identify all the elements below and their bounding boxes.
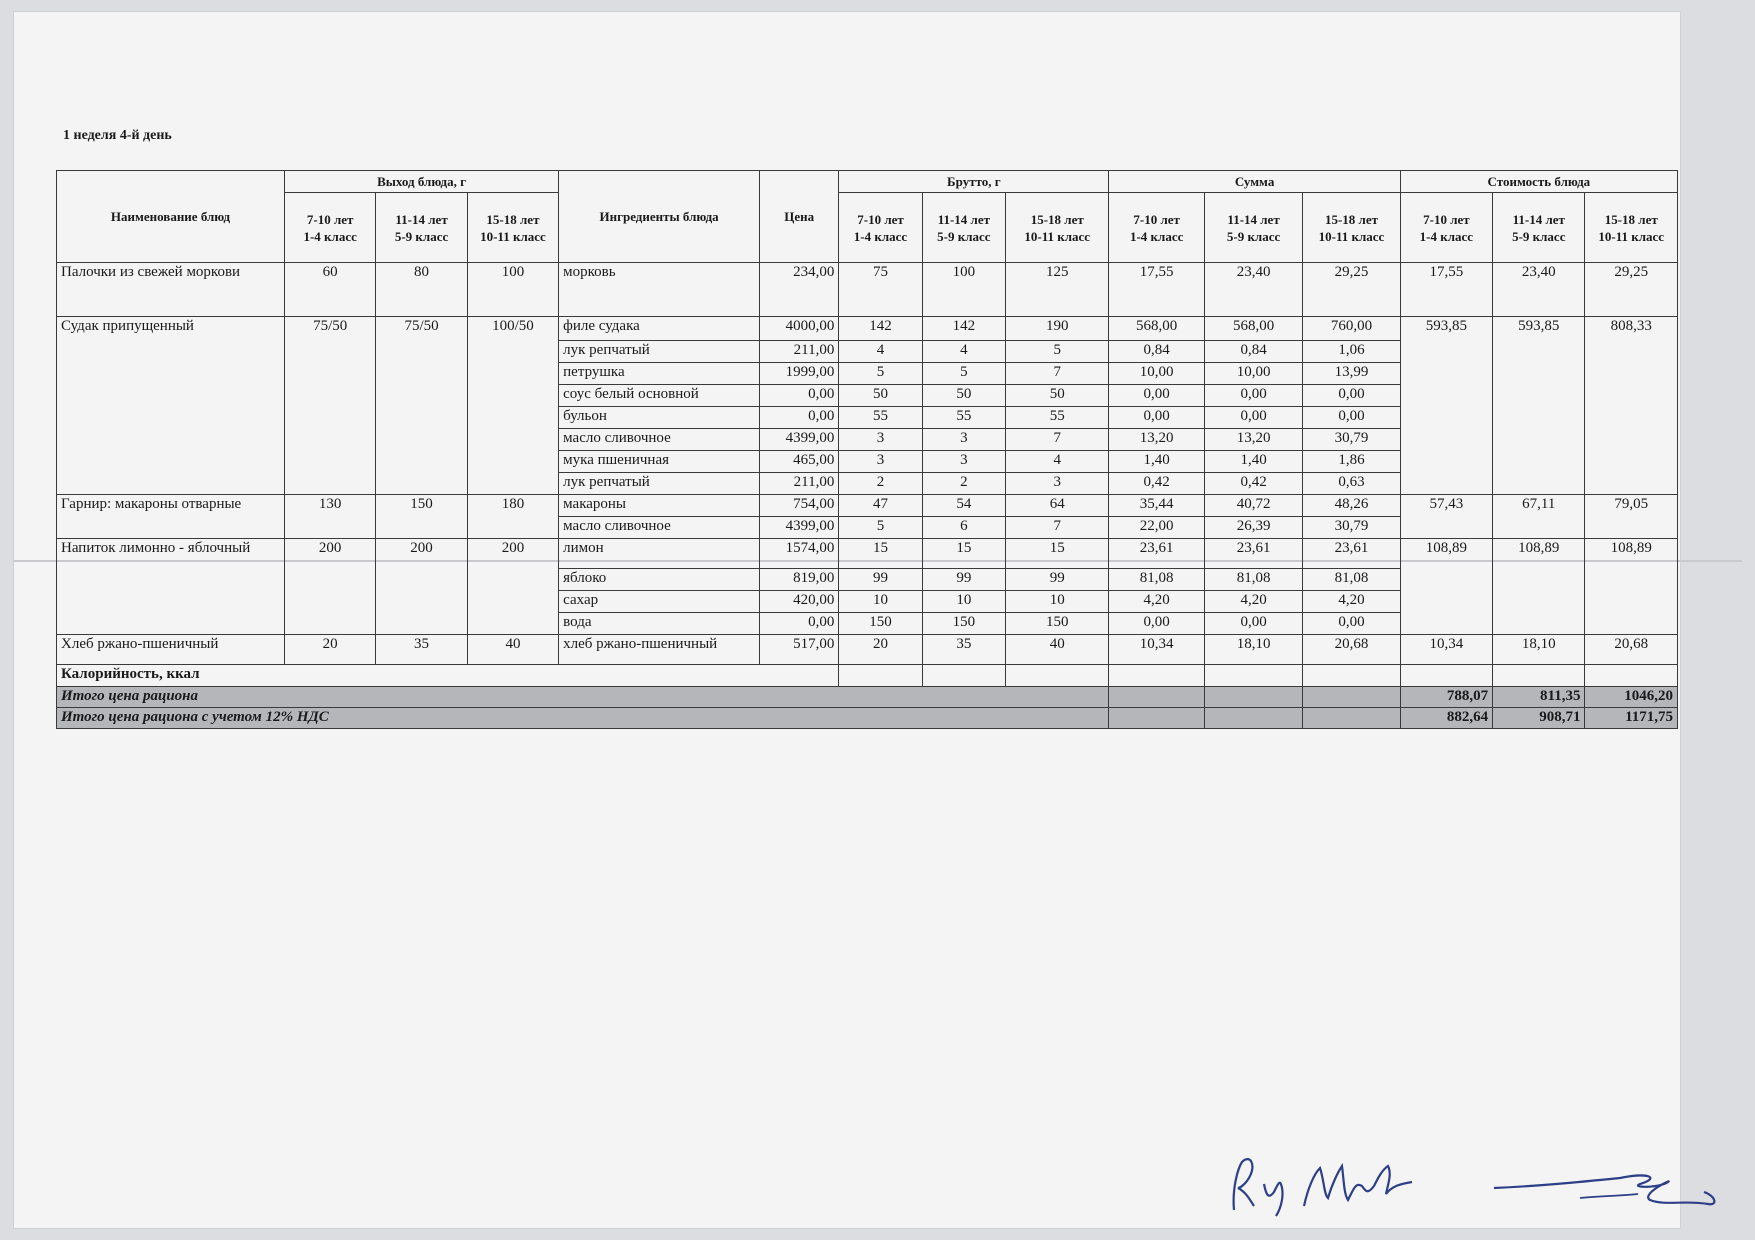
dish-cost-value: 593,85: [1493, 317, 1585, 495]
sum-value: 568,00: [1109, 317, 1204, 341]
class-range: 1-4 класс: [1419, 228, 1474, 244]
total-value: 908,71: [1493, 708, 1585, 729]
dish-cost-value: 67,11: [1493, 495, 1585, 539]
sum-value: 29,25: [1303, 263, 1400, 317]
dish-name: Напиток лимонно - яблочный: [57, 539, 285, 635]
brutto-value: 150: [839, 613, 922, 635]
dish-output: 130: [284, 495, 375, 539]
ingredient-price: 819,00: [760, 569, 839, 591]
sum-value: 0,42: [1204, 473, 1302, 495]
sum-value: 1,40: [1204, 451, 1302, 473]
sum-value: 760,00: [1303, 317, 1400, 341]
sum-value: 1,06: [1303, 341, 1400, 363]
sum-value: 81,08: [1204, 569, 1302, 591]
ingredient-name: масло сливочное: [559, 517, 760, 539]
total-value: 1046,20: [1585, 687, 1678, 708]
ingredient-price: 0,00: [760, 407, 839, 429]
class-range: 10-11 класс: [480, 228, 546, 244]
header-age-group: [839, 193, 922, 263]
brutto-value: 3: [1006, 473, 1109, 495]
signature-1: [1220, 1148, 1430, 1223]
ingredient-name: филе судака: [559, 317, 760, 341]
dish-output: 200: [376, 539, 467, 635]
dish-cost-value: 108,89: [1400, 539, 1492, 635]
age-range: 7-10 лет: [1423, 211, 1470, 227]
brutto-value: 35: [922, 635, 1005, 665]
age-range: 11-14 лет: [937, 211, 990, 227]
sum-value: 13,20: [1204, 429, 1302, 451]
header-age-group: [467, 193, 558, 263]
sum-value: 0,00: [1303, 613, 1400, 635]
ingredient-price: 517,00: [760, 635, 839, 665]
table-row: [57, 317, 1678, 341]
ingredient-name: масло сливочное: [559, 429, 760, 451]
sum-value: 23,61: [1109, 539, 1204, 569]
dish-cost-value: 23,40: [1493, 263, 1585, 317]
dish-output: 35: [376, 635, 467, 665]
dish-output: 150: [376, 495, 467, 539]
ingredient-name: соус белый основной: [559, 385, 760, 407]
dish-name: Гарнир: макароны отварные: [57, 495, 285, 539]
total-empty-cell: [1303, 708, 1400, 729]
header-age-group: [1303, 193, 1400, 263]
sum-value: 4,20: [1204, 591, 1302, 613]
dish-output: 75/50: [284, 317, 375, 495]
ingredient-name: петрушка: [559, 363, 760, 385]
table-row: [57, 263, 1678, 317]
brutto-value: 99: [1006, 569, 1109, 591]
sum-value: 17,55: [1109, 263, 1204, 317]
sum-value: 1,40: [1109, 451, 1204, 473]
class-range: 5-9 класс: [394, 228, 449, 244]
brutto-value: 40: [1006, 635, 1109, 665]
ingredient-name: лук репчатый: [559, 473, 760, 495]
brutto-value: 20: [839, 635, 922, 665]
brutto-value: 100: [922, 263, 1005, 317]
brutto-value: 7: [1006, 363, 1109, 385]
ingredient-name: хлеб ржано-пшеничный: [559, 635, 760, 665]
brutto-value: 10: [839, 591, 922, 613]
sum-value: 4,20: [1109, 591, 1204, 613]
calories-empty-cell: [839, 665, 922, 687]
menu-table: [56, 170, 1678, 729]
header-age-group: [1204, 193, 1302, 263]
brutto-value: 55: [922, 407, 1005, 429]
sum-value: 23,40: [1204, 263, 1302, 317]
age-range: 7-10 лет: [1133, 211, 1180, 227]
header-sum: Сумма: [1109, 171, 1400, 193]
brutto-value: 47: [839, 495, 922, 517]
header-age-group: [1400, 193, 1492, 263]
brutto-value: 55: [1006, 407, 1109, 429]
calories-empty-cell: [1493, 665, 1585, 687]
brutto-value: 142: [839, 317, 922, 341]
brutto-value: 10: [1006, 591, 1109, 613]
header-age-group: [284, 193, 375, 263]
ingredient-price: 465,00: [760, 451, 839, 473]
sum-value: 81,08: [1109, 569, 1204, 591]
dish-cost-value: 57,43: [1400, 495, 1492, 539]
dish-cost-value: 108,89: [1493, 539, 1585, 635]
ingredient-price: 754,00: [760, 495, 839, 517]
page-title: 1 неделя 4-й день: [63, 128, 172, 143]
calories-empty-cell: [1006, 665, 1109, 687]
ingredient-name: яблоко: [559, 569, 760, 591]
dish-output: 80: [376, 263, 467, 317]
signature-2: [1490, 1148, 1730, 1223]
sum-value: 1,86: [1303, 451, 1400, 473]
class-range: 5-9 класс: [937, 228, 991, 244]
sum-value: 0,63: [1303, 473, 1400, 495]
sum-value: 18,10: [1204, 635, 1302, 665]
ingredient-price: 4399,00: [760, 517, 839, 539]
sum-value: 26,39: [1204, 517, 1302, 539]
total-empty-cell: [1204, 708, 1302, 729]
ingredient-price: 1574,00: [760, 539, 839, 569]
brutto-value: 10: [922, 591, 1005, 613]
age-range: 11-14 лет: [395, 211, 448, 227]
calories-row: [57, 665, 1678, 687]
dish-cost-value: 108,89: [1585, 539, 1678, 635]
class-range: 5-9 класс: [1512, 228, 1566, 244]
dish-cost-value: 593,85: [1400, 317, 1492, 495]
ingredient-price: 4399,00: [760, 429, 839, 451]
calories-label: Калорийность, ккал: [57, 665, 839, 687]
total-empty-cell: [1303, 687, 1400, 708]
ingredient-price: 234,00: [760, 263, 839, 317]
sum-value: 10,00: [1109, 363, 1204, 385]
header-age-group: [376, 193, 467, 263]
sum-value: 568,00: [1204, 317, 1302, 341]
brutto-value: 55: [839, 407, 922, 429]
age-range: 7-10 лет: [306, 211, 354, 227]
sum-value: 0,84: [1109, 341, 1204, 363]
sum-value: 23,61: [1303, 539, 1400, 569]
sum-value: 0,84: [1204, 341, 1302, 363]
calories-empty-cell: [1109, 665, 1204, 687]
class-range: 10-11 класс: [1598, 228, 1665, 244]
class-range: 10-11 класс: [1024, 228, 1091, 244]
brutto-value: 4: [922, 341, 1005, 363]
sum-value: 4,20: [1303, 591, 1400, 613]
brutto-value: 5: [922, 363, 1005, 385]
sum-value: 0,42: [1109, 473, 1204, 495]
brutto-value: 4: [1006, 451, 1109, 473]
header-ingredients: Ингредиенты блюда: [559, 171, 760, 263]
brutto-value: 15: [922, 539, 1005, 569]
brutto-value: 50: [922, 385, 1005, 407]
brutto-value: 99: [922, 569, 1005, 591]
sum-value: 48,26: [1303, 495, 1400, 517]
sum-value: 30,79: [1303, 429, 1400, 451]
ingredient-name: лук репчатый: [559, 341, 760, 363]
age-range: 15-18 лет: [1030, 211, 1084, 227]
total-value: 811,35: [1493, 687, 1585, 708]
brutto-value: 2: [839, 473, 922, 495]
brutto-value: 7: [1006, 429, 1109, 451]
header-output: Выход блюда, г: [284, 171, 558, 193]
brutto-value: 125: [1006, 263, 1109, 317]
total-value: 788,07: [1400, 687, 1492, 708]
dish-cost-value: 29,25: [1585, 263, 1678, 317]
sum-value: 81,08: [1303, 569, 1400, 591]
age-range: 15-18 лет: [1324, 211, 1378, 227]
ingredient-price: 1999,00: [760, 363, 839, 385]
ingredient-name: бульон: [559, 407, 760, 429]
brutto-value: 3: [839, 451, 922, 473]
ingredient-name: вода: [559, 613, 760, 635]
dish-cost-value: 808,33: [1585, 317, 1678, 495]
brutto-value: 99: [839, 569, 922, 591]
dish-cost-value: 79,05: [1585, 495, 1678, 539]
ingredient-name: лимон: [559, 539, 760, 569]
brutto-value: 5: [1006, 341, 1109, 363]
sum-value: 10,34: [1109, 635, 1204, 665]
header-dish-cost: Стоимость блюда: [1400, 171, 1677, 193]
brutto-value: 5: [839, 363, 922, 385]
header-age-group: [1006, 193, 1109, 263]
ingredient-name: морковь: [559, 263, 760, 317]
sum-value: 40,72: [1204, 495, 1302, 517]
table-row: [57, 635, 1678, 665]
class-range: 1-4 класс: [1129, 228, 1184, 244]
header-dish-name: Наименование блюд: [57, 171, 285, 263]
ingredient-price: 420,00: [760, 591, 839, 613]
ingredient-name: сахар: [559, 591, 760, 613]
calories-empty-cell: [1585, 665, 1678, 687]
brutto-value: 3: [922, 429, 1005, 451]
brutto-value: 50: [1006, 385, 1109, 407]
calories-empty-cell: [1400, 665, 1492, 687]
brutto-value: 7: [1006, 517, 1109, 539]
total-label: Итого цена рациона с учетом 12% НДС: [57, 708, 1109, 729]
brutto-value: 54: [922, 495, 1005, 517]
brutto-value: 64: [1006, 495, 1109, 517]
total-empty-cell: [1109, 687, 1204, 708]
total-value: 882,64: [1400, 708, 1492, 729]
ingredient-name: мука пшеничная: [559, 451, 760, 473]
brutto-value: 150: [1006, 613, 1109, 635]
dish-name: Палочки из свежей моркови: [57, 263, 285, 317]
brutto-value: 3: [922, 451, 1005, 473]
sum-value: 10,00: [1204, 363, 1302, 385]
total-label: Итого цена рациона: [57, 687, 1109, 708]
brutto-value: 2: [922, 473, 1005, 495]
brutto-value: 190: [1006, 317, 1109, 341]
ingredient-price: 0,00: [760, 613, 839, 635]
dish-cost-value: 10,34: [1400, 635, 1492, 665]
header-age-group: [1109, 193, 1204, 263]
sum-value: 0,00: [1204, 613, 1302, 635]
sum-value: 30,79: [1303, 517, 1400, 539]
age-range: 7-10 лет: [857, 211, 904, 227]
dish-output: 20: [284, 635, 375, 665]
brutto-value: 75: [839, 263, 922, 317]
header-row-1: [57, 171, 1678, 193]
sum-value: 23,61: [1204, 539, 1302, 569]
header-price: Цена: [760, 171, 839, 263]
brutto-value: 4: [839, 341, 922, 363]
dish-output: 40: [467, 635, 558, 665]
sum-value: 0,00: [1109, 407, 1204, 429]
brutto-value: 6: [922, 517, 1005, 539]
age-range: 11-14 лет: [1227, 211, 1280, 227]
dish-output: 75/50: [376, 317, 467, 495]
sum-value: 0,00: [1204, 407, 1302, 429]
header-age-group: [1585, 193, 1678, 263]
total-value: 1171,75: [1585, 708, 1678, 729]
total-row: [57, 708, 1678, 729]
brutto-value: 150: [922, 613, 1005, 635]
age-range: 11-14 лет: [1512, 211, 1565, 227]
dish-output: 60: [284, 263, 375, 317]
calories-empty-cell: [1204, 665, 1302, 687]
brutto-value: 15: [839, 539, 922, 569]
total-row: [57, 687, 1678, 708]
brutto-value: 50: [839, 385, 922, 407]
brutto-value: 3: [839, 429, 922, 451]
class-range: 1-4 класс: [303, 228, 357, 244]
age-range: 15-18 лет: [1604, 211, 1658, 227]
dish-output: 180: [467, 495, 558, 539]
sum-value: 0,00: [1204, 385, 1302, 407]
dish-output: 100/50: [467, 317, 558, 495]
age-range: 15-18 лет: [486, 211, 540, 227]
dish-output: 100: [467, 263, 558, 317]
header-row-2: [57, 193, 1678, 263]
class-range: 5-9 класс: [1226, 228, 1281, 244]
sum-value: 13,99: [1303, 363, 1400, 385]
sum-value: 0,00: [1109, 613, 1204, 635]
table-row: [57, 495, 1678, 517]
dish-name: Хлеб ржано-пшеничный: [57, 635, 285, 665]
header-age-group: [1493, 193, 1585, 263]
sum-value: 22,00: [1109, 517, 1204, 539]
header-age-group: [922, 193, 1005, 263]
calories-empty-cell: [1303, 665, 1400, 687]
brutto-value: 142: [922, 317, 1005, 341]
calories-empty-cell: [922, 665, 1005, 687]
dish-cost-value: 17,55: [1400, 263, 1492, 317]
total-empty-cell: [1109, 708, 1204, 729]
sum-value: 0,00: [1303, 407, 1400, 429]
dish-name: Судак припущенный: [57, 317, 285, 495]
dish-cost-value: 18,10: [1493, 635, 1585, 665]
sum-value: 0,00: [1303, 385, 1400, 407]
total-empty-cell: [1204, 687, 1302, 708]
ingredient-price: 0,00: [760, 385, 839, 407]
sum-value: 13,20: [1109, 429, 1204, 451]
dish-output: 200: [467, 539, 558, 635]
ingredient-price: 211,00: [760, 473, 839, 495]
sum-value: 20,68: [1303, 635, 1400, 665]
ingredient-price: 4000,00: [760, 317, 839, 341]
header-brutto: Брутто, г: [839, 171, 1109, 193]
ingredient-name: макароны: [559, 495, 760, 517]
ingredient-price: 211,00: [760, 341, 839, 363]
sum-value: 0,00: [1109, 385, 1204, 407]
table-row: [57, 539, 1678, 569]
class-range: 10-11 класс: [1318, 228, 1385, 244]
dish-cost-value: 20,68: [1585, 635, 1678, 665]
class-range: 1-4 класс: [853, 228, 908, 244]
brutto-value: 15: [1006, 539, 1109, 569]
sum-value: 35,44: [1109, 495, 1204, 517]
brutto-value: 5: [839, 517, 922, 539]
dish-output: 200: [284, 539, 375, 635]
